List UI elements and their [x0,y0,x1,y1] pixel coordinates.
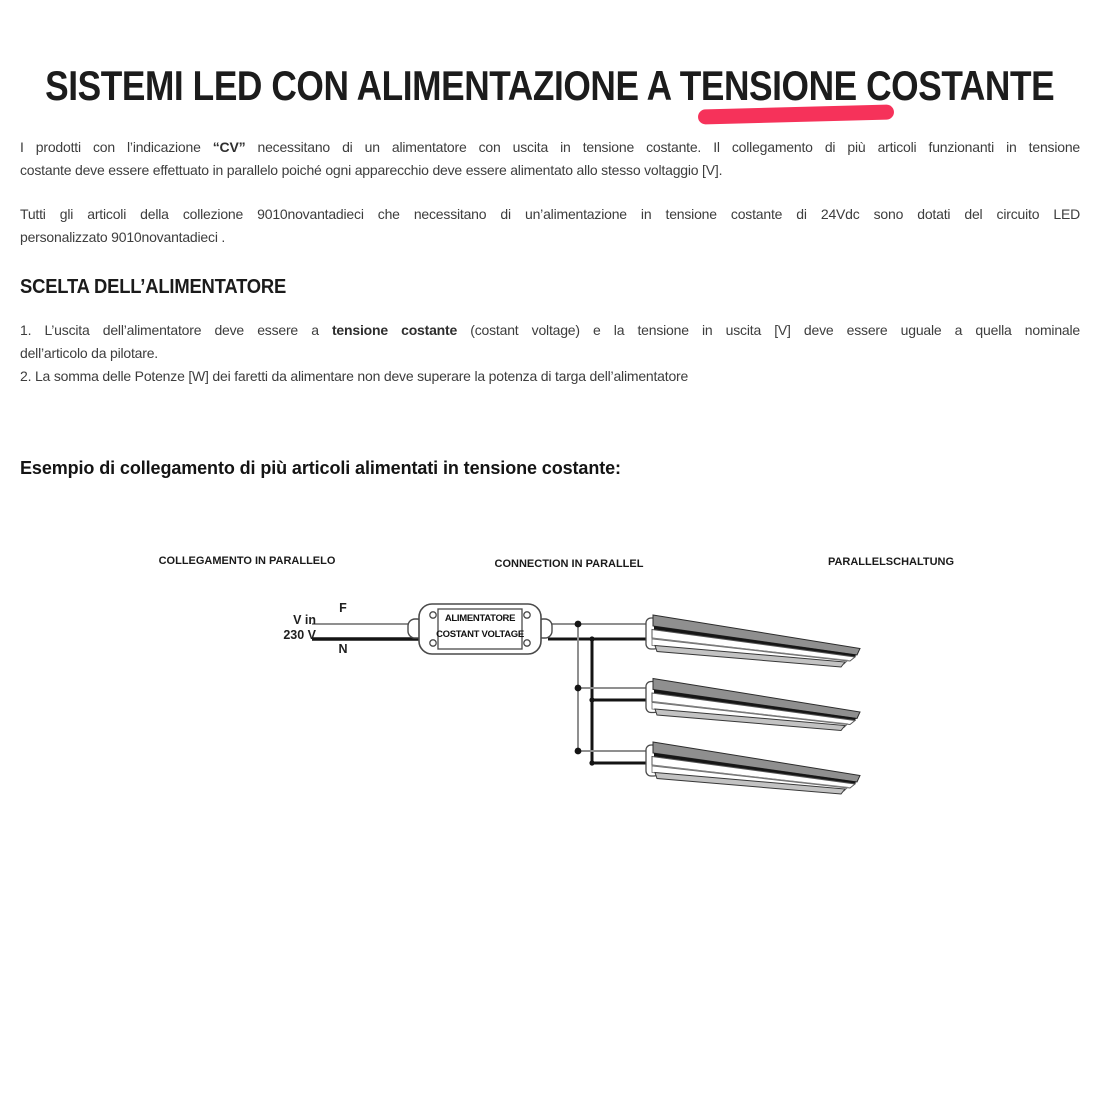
text-line: 1. L’uscita dell’alimentatore deve essere a tensione costante (costant voltage) e la tensione in uscita [V] deve essere uguale a quella nominale [20,322,1080,338]
page-title-row [0,60,1100,112]
input-voltage-line2: 230 V [283,628,316,642]
section-heading-scelta: SCELTA DELL’ALIMENTATORE [20,276,287,298]
phase-wire-label: F [339,601,347,615]
output-bus-wires [548,621,650,766]
junction-dot [589,760,594,765]
junction-dot [575,748,582,755]
led-fixture-2 [646,679,860,731]
input-voltage-line1: V in [293,613,316,627]
junction-dot [575,621,582,628]
led-fixture-3 [646,742,860,794]
diagram-label-italian: COLLEGAMENTO IN PARALLELO [158,555,336,567]
junction-dot [589,697,594,702]
text-line: Tutti gli articoli della collezione 9010novantadieci che necessitano di un’alimentazione in tensione costante di 24Vdc sono dotati del circuito LED [20,206,1080,222]
text-line: dell’articolo da pilotare. [20,345,158,361]
text-line: I prodotti con l’indicazione “CV” necessitano di un alimentatore con uscita in tensione costante. Il collegamento di più articoli funzionanti in tensione [20,139,1080,155]
text-line: 2. La somma delle Potenze [W] dei faretti da alimentare non deve superare la potenza di targa dell’alimentatore [20,368,689,384]
diagram-label-german: PARALLELSCHALTUNG [827,556,955,568]
psu-label-line1: ALIMENTATORE [444,613,516,624]
page-title: SISTEMI LED CON ALIMENTAZIONE A TENSIONE COSTANTE [45,62,1055,109]
junction-dot [589,636,594,641]
diagram-label-english: CONNECTION IN PARALLEL [494,558,644,570]
example-heading: Esempio di collegamento di più articoli alimentati in tensione costante: [20,458,621,478]
text-line: personalizzato 9010novantadieci . [20,229,226,245]
neutral-wire-label: N [338,642,348,656]
junction-dot [575,685,582,692]
psu-label [434,611,526,642]
input-voltage-label [254,613,316,643]
text-line: costante deve essere effettuato in parallelo poiché ogni apparecchio deve essere alimentato allo stesso voltaggio [V]. [20,162,723,178]
led-fixture-1 [646,615,860,667]
psu-label-line2: COSTANT VOLTAGE [436,628,524,640]
